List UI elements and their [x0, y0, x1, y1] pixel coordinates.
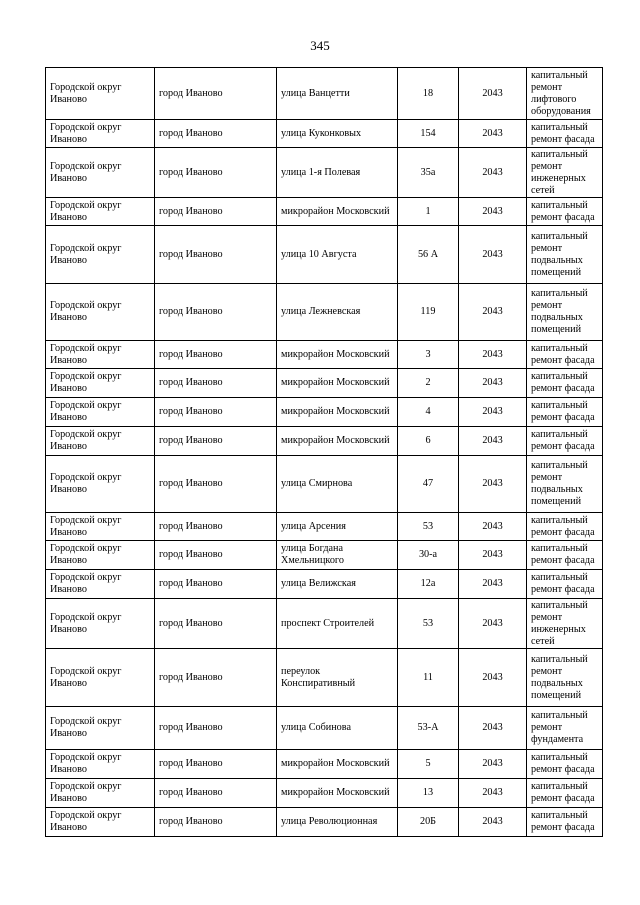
year-cell: 2043 — [459, 148, 527, 198]
table-row — [46, 120, 603, 148]
okrug-cell: Городской округ Иваново — [46, 541, 155, 570]
table-row — [46, 750, 603, 779]
city-cell: город Иваново — [155, 341, 277, 369]
table-row — [46, 341, 603, 369]
table-row — [46, 513, 603, 541]
street-cell: улица Куконковых — [277, 120, 398, 148]
street-cell: улица Собинова — [277, 707, 398, 750]
street-cell: микрорайон Московский — [277, 427, 398, 456]
street-cell: микрорайон Московский — [277, 198, 398, 226]
table-row — [46, 198, 603, 226]
house-cell: 13 — [398, 779, 459, 808]
street-cell: улица 1-я Полевая — [277, 148, 398, 198]
okrug-cell: Городской округ Иваново — [46, 779, 155, 808]
table-row — [46, 456, 603, 513]
okrug-cell: Городской округ Иваново — [46, 148, 155, 198]
table-row — [46, 369, 603, 398]
table-row — [46, 570, 603, 599]
okrug-cell: Городской округ Иваново — [46, 649, 155, 707]
street-cell: микрорайон Московский — [277, 398, 398, 427]
city-cell: город Иваново — [155, 599, 277, 649]
work-cell: капитальный ремонт инженерных сетей — [527, 148, 603, 198]
year-cell: 2043 — [459, 341, 527, 369]
city-cell: город Иваново — [155, 68, 277, 120]
year-cell: 2043 — [459, 750, 527, 779]
table-row — [46, 284, 603, 341]
city-cell: город Иваново — [155, 148, 277, 198]
street-cell: микрорайон Московский — [277, 779, 398, 808]
street-cell: улица Богдана Хмельницкого — [277, 541, 398, 570]
street-cell: микрорайон Московский — [277, 750, 398, 779]
street-cell: улица 10 Августа — [277, 226, 398, 284]
city-cell: город Иваново — [155, 120, 277, 148]
work-cell: капитальный ремонт фасада — [527, 369, 603, 398]
house-cell: 3 — [398, 341, 459, 369]
work-cell: капитальный ремонт фасада — [527, 570, 603, 599]
table-row — [46, 68, 603, 120]
work-cell: капитальный ремонт подвальных помещений — [527, 284, 603, 341]
house-cell: 53 — [398, 599, 459, 649]
okrug-cell: Городской округ Иваново — [46, 570, 155, 599]
house-cell: 2 — [398, 369, 459, 398]
house-cell: 11 — [398, 649, 459, 707]
page-number: 345 — [310, 38, 330, 53]
okrug-cell: Городской округ Иваново — [46, 341, 155, 369]
year-cell: 2043 — [459, 226, 527, 284]
year-cell: 2043 — [459, 198, 527, 226]
table-row — [46, 226, 603, 284]
house-cell: 1 — [398, 198, 459, 226]
city-cell: город Иваново — [155, 750, 277, 779]
register-table-body — [46, 68, 603, 837]
work-cell: капитальный ремонт подвальных помещений — [527, 226, 603, 284]
work-cell: капитальный ремонт фасада — [527, 398, 603, 427]
okrug-cell: Городской округ Иваново — [46, 750, 155, 779]
city-cell: город Иваново — [155, 398, 277, 427]
okrug-cell: Городской округ Иваново — [46, 369, 155, 398]
work-cell: капитальный ремонт фундамента — [527, 707, 603, 750]
house-cell: 119 — [398, 284, 459, 341]
house-cell: 4 — [398, 398, 459, 427]
work-cell: капитальный ремонт фасада — [527, 341, 603, 369]
city-cell: город Иваново — [155, 779, 277, 808]
city-cell: город Иваново — [155, 198, 277, 226]
work-cell: капитальный ремонт фасада — [527, 427, 603, 456]
okrug-cell: Городской округ Иваново — [46, 68, 155, 120]
house-cell: 53 — [398, 513, 459, 541]
okrug-cell: Городской округ Иваново — [46, 284, 155, 341]
year-cell: 2043 — [459, 456, 527, 513]
house-cell: 20Б — [398, 808, 459, 837]
house-cell: 18 — [398, 68, 459, 120]
work-cell: капитальный ремонт фасада — [527, 198, 603, 226]
house-cell: 56 А — [398, 226, 459, 284]
house-cell: 154 — [398, 120, 459, 148]
table-row — [46, 398, 603, 427]
year-cell: 2043 — [459, 570, 527, 599]
year-cell: 2043 — [459, 398, 527, 427]
year-cell: 2043 — [459, 427, 527, 456]
okrug-cell: Городской округ Иваново — [46, 513, 155, 541]
city-cell: город Иваново — [155, 570, 277, 599]
street-cell: улица Смирнова — [277, 456, 398, 513]
house-cell: 53-А — [398, 707, 459, 750]
street-cell: микрорайон Московский — [277, 341, 398, 369]
year-cell: 2043 — [459, 369, 527, 398]
okrug-cell: Городской округ Иваново — [46, 456, 155, 513]
table-row — [46, 707, 603, 750]
year-cell: 2043 — [459, 649, 527, 707]
year-cell: 2043 — [459, 707, 527, 750]
year-cell: 2043 — [459, 808, 527, 837]
table-row — [46, 808, 603, 837]
okrug-cell: Городской округ Иваново — [46, 427, 155, 456]
street-cell: проспект Строителей — [277, 599, 398, 649]
city-cell: город Иваново — [155, 369, 277, 398]
city-cell: город Иваново — [155, 649, 277, 707]
city-cell: город Иваново — [155, 427, 277, 456]
table-row — [46, 427, 603, 456]
year-cell: 2043 — [459, 120, 527, 148]
house-cell: 47 — [398, 456, 459, 513]
year-cell: 2043 — [459, 541, 527, 570]
okrug-cell: Городской округ Иваново — [46, 120, 155, 148]
work-cell: капитальный ремонт фасада — [527, 808, 603, 837]
register-table — [45, 67, 603, 837]
table-row — [46, 148, 603, 198]
okrug-cell: Городской округ Иваново — [46, 198, 155, 226]
street-cell: улица Ванцетти — [277, 68, 398, 120]
work-cell: капитальный ремонт инженерных сетей — [527, 599, 603, 649]
table-row — [46, 779, 603, 808]
city-cell: город Иваново — [155, 541, 277, 570]
house-cell: 12а — [398, 570, 459, 599]
street-cell: улица Велижская — [277, 570, 398, 599]
okrug-cell: Городской округ Иваново — [46, 599, 155, 649]
city-cell: город Иваново — [155, 284, 277, 341]
okrug-cell: Городской округ Иваново — [46, 398, 155, 427]
city-cell: город Иваново — [155, 456, 277, 513]
work-cell: капитальный ремонт фасада — [527, 120, 603, 148]
work-cell: капитальный ремонт фасада — [527, 750, 603, 779]
table-row — [46, 541, 603, 570]
okrug-cell: Городской округ Иваново — [46, 226, 155, 284]
work-cell: капитальный ремонт лифтового оборудования — [527, 68, 603, 120]
house-cell: 35а — [398, 148, 459, 198]
house-cell: 30-а — [398, 541, 459, 570]
okrug-cell: Городской округ Иваново — [46, 707, 155, 750]
year-cell: 2043 — [459, 284, 527, 341]
work-cell: капитальный ремонт подвальных помещений — [527, 649, 603, 707]
street-cell: улица Арсения — [277, 513, 398, 541]
work-cell: капитальный ремонт фасада — [527, 541, 603, 570]
work-cell: капитальный ремонт подвальных помещений — [527, 456, 603, 513]
house-cell: 5 — [398, 750, 459, 779]
year-cell: 2043 — [459, 513, 527, 541]
work-cell: капитальный ремонт фасада — [527, 779, 603, 808]
year-cell: 2043 — [459, 779, 527, 808]
street-cell: улица Лежневская — [277, 284, 398, 341]
table-row — [46, 599, 603, 649]
city-cell: город Иваново — [155, 513, 277, 541]
work-cell: капитальный ремонт фасада — [527, 513, 603, 541]
street-cell: микрорайон Московский — [277, 369, 398, 398]
street-cell: улица Революционная — [277, 808, 398, 837]
city-cell: город Иваново — [155, 707, 277, 750]
street-cell: переулок Конспиративный — [277, 649, 398, 707]
city-cell: город Иваново — [155, 808, 277, 837]
city-cell: город Иваново — [155, 226, 277, 284]
year-cell: 2043 — [459, 68, 527, 120]
house-cell: 6 — [398, 427, 459, 456]
table-row — [46, 649, 603, 707]
okrug-cell: Городской округ Иваново — [46, 808, 155, 837]
year-cell: 2043 — [459, 599, 527, 649]
